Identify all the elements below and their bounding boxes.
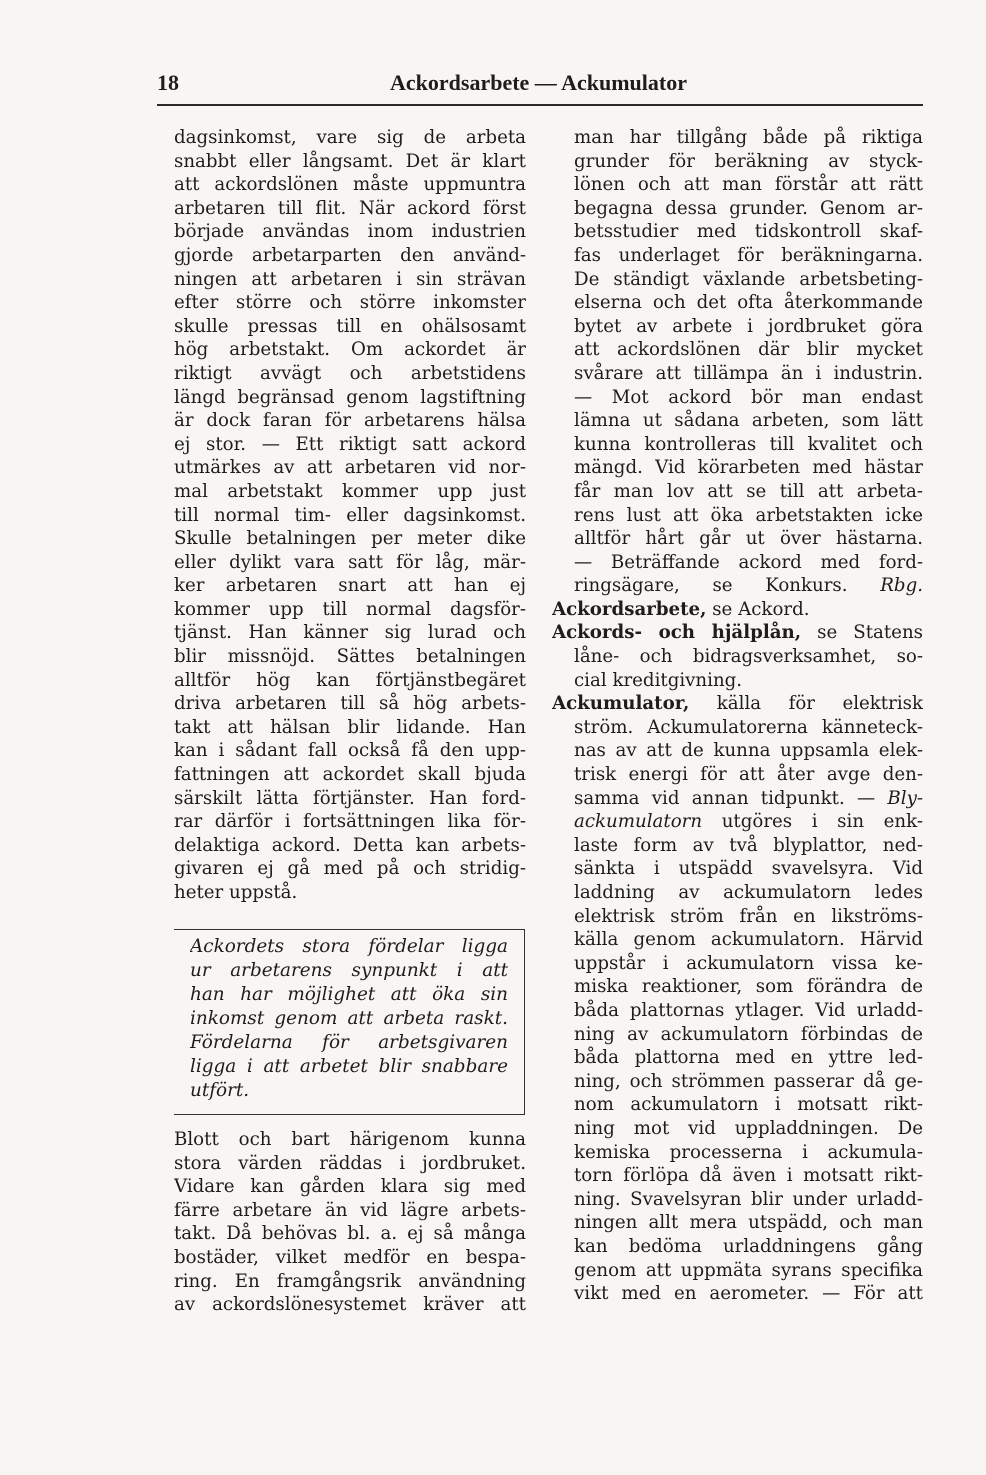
text-line: torn förlöpa då även i motsatt rikt-	[574, 1165, 923, 1187]
text-line: längd begränsad genom lagstiftning	[174, 386, 526, 408]
text-line: ker arbetaren snart att han ej	[174, 575, 526, 597]
text-line: Vidare kan gården klara sig med	[174, 1176, 526, 1198]
text-line: arbetaren till flit. När ackord först	[174, 197, 526, 219]
text-line: att ackordslönen måste uppmuntra	[174, 174, 526, 196]
left-column-continued	[174, 1128, 526, 1317]
text-line: driva arbetaren till så hög arbets-	[174, 693, 526, 715]
text-line: lönen och att man förstår att rätt	[574, 174, 923, 196]
entry-heading: Ackumulator,	[552, 693, 690, 715]
entry-text: källa för elektrisk	[716, 693, 923, 715]
text-line: genom att uppmäta syrans specifika	[574, 1259, 923, 1281]
text-line: kan bedöma urladdningens gång	[574, 1235, 923, 1257]
text-line: ningen allt mera utspädd, och man	[574, 1212, 923, 1234]
text-line: Blott och bart härigenom kunna	[174, 1129, 526, 1150]
text-line: båda plattornas ytlager. Vid urladd-	[574, 999, 923, 1021]
running-head: Ackordsarbete — Ackumulator	[390, 70, 687, 95]
text-line: mängd. Vid körarbeten med hästar	[574, 457, 923, 479]
text-line: — Beträffande ackord med ford-	[574, 551, 923, 573]
text-line: fattningen att ackordet skall bjuda	[174, 764, 526, 786]
text-line: båda plattorna med en yttre led-	[574, 1047, 923, 1069]
text-line: uppstår i ackumulatorn vissa ke-	[574, 952, 923, 974]
text-line: svårare att tillämpa än i industrin.	[574, 362, 923, 384]
left-column	[174, 126, 526, 905]
text-line: nas av att de kunna uppsamla elek-	[574, 740, 923, 762]
text-line: alltför hårt går ut över hästarna.	[574, 528, 923, 550]
text-line: källa genom ackumulatorn. Härvid	[574, 929, 923, 951]
text-line: får man lov att se till att arbeta-	[574, 480, 923, 502]
text-line: Skulle betalningen per meter dike	[174, 528, 526, 550]
text-line: betsstudier med tidskontroll skaf-	[574, 221, 923, 243]
quote-line: Fördelarna för arbetsgivaren	[190, 1032, 508, 1053]
text-line: rar därför i fortsättningen lika för-	[174, 811, 526, 833]
page-number: 18	[157, 70, 179, 95]
quote-box	[174, 929, 525, 1115]
text-line: till normal tim- eller dagsinkomst.	[174, 504, 526, 526]
entry-text: se Ackord.	[712, 598, 810, 620]
text-line: ström. Ackumulatorerna känneteck-	[574, 716, 923, 738]
text-line: ning, och strömmen passerar då ge-	[574, 1070, 923, 1092]
text-line: att ackordslönen där blir mycket	[574, 339, 923, 361]
text-line: takt. Då behövas bl. a. ej så många	[174, 1223, 526, 1245]
text-line: ej stor. — Ett riktigt satt ackord	[174, 433, 526, 455]
text-line: kunna kontrolleras till kvalitet och	[574, 433, 923, 455]
text-line: färre arbetare än vid lägre arbets-	[174, 1199, 526, 1221]
text-line: kan i sådant fall också få den upp-	[174, 740, 526, 762]
quote-line: Ackordets stora fördelar ligga	[190, 936, 508, 957]
text-line: tjänst. Han känner sig lurad och	[174, 622, 526, 644]
text-line: skulle pressas till en ohälsosamt	[174, 315, 526, 337]
text-line: heter uppstå.	[174, 882, 298, 903]
italic-term: Bly-	[887, 787, 923, 809]
text-line: laddning av ackumulatorn ledes	[574, 882, 923, 903]
text-line: kommer upp till normal dagsför-	[174, 598, 526, 620]
text-line: ring. En framgångsrik användning	[174, 1270, 526, 1292]
text-line: trisk energi för att åter avge den-	[574, 764, 923, 786]
text-fragment: ringsägare, se Konkurs.	[574, 575, 848, 597]
text-line: miska reaktioner, som förändra de	[574, 976, 923, 998]
text-line: nom ackumulatorn i motsatt rikt-	[574, 1094, 923, 1116]
text-line: utmärkes av att arbetaren vid nor-	[174, 457, 526, 479]
text-line: rens lust att öka arbetstakten icke	[574, 504, 923, 526]
entry-line	[552, 598, 923, 622]
text-line: av ackordslönesystemet kräver att	[174, 1294, 526, 1316]
right-column	[552, 126, 923, 1306]
text-line: hög arbetstakt. Om ackordet är	[174, 339, 526, 361]
text-line: ning. Svavelsyran blir under urladd-	[574, 1188, 923, 1210]
text-line: — Mot ackord bör man endast	[574, 386, 923, 408]
text-line: dagsinkomst, vare sig de arbeta	[174, 127, 526, 148]
text-line: cial kreditgivning.	[574, 669, 743, 691]
text-line: är dock faran för arbetarens hälsa	[174, 410, 526, 432]
text-line: eller dylikt vara satt för låg, mär-	[174, 551, 526, 573]
text-line: begagna dessa grunder. Genom ar-	[574, 197, 923, 219]
header-rule	[157, 104, 923, 106]
text-line: alltför hög kan förtjänstbegäret	[174, 669, 526, 691]
text-fragment: utgöres i sin enk-	[721, 811, 923, 833]
text-line: riktigt avvägt och arbetstidens	[174, 362, 526, 384]
text-line	[552, 574, 923, 598]
text-line: gjorde arbetarparten den använd-	[174, 244, 526, 266]
text-line: laste form av två blyplattor, ned-	[574, 834, 923, 856]
text-line	[552, 787, 923, 811]
text-line: takt att hälsan blir lidande. Han	[174, 716, 526, 738]
author-signature: Rbg.	[880, 575, 923, 597]
text-line: sänkta i utspädd svavelsyra. Vid	[574, 858, 923, 880]
text-line: snabbt eller långsamt. Det är klart	[174, 150, 526, 172]
text-line: ning av ackumulatorn förbindas de	[574, 1023, 923, 1045]
text-line: kemiska processerna i ackumula-	[574, 1141, 923, 1163]
quote-line: utfört.	[190, 1080, 250, 1101]
entry-line	[552, 621, 923, 645]
text-line: elserna och det ofta återkommande	[574, 292, 923, 314]
text-fragment: samma vid annan tidpunkt. —	[574, 787, 888, 809]
quote-text	[190, 935, 508, 1103]
text-line: fas underlaget för beräkningarna.	[574, 244, 923, 266]
text-line: lämna ut sådana arbeten, som lätt	[574, 410, 923, 432]
text-line: delaktiga ackord. Detta kan arbets-	[174, 834, 526, 856]
text-line: särskilt lätta förtjänster. Han ford-	[174, 787, 526, 809]
text-line: började användas inom industrien	[174, 221, 526, 243]
quote-line: ur arbetarens synpunkt i att	[190, 960, 508, 981]
quote-line: han har möjlighet att öka sin	[190, 984, 508, 1005]
text-line: mal arbetstakt kommer upp just	[174, 480, 526, 502]
entry-heading: Ackordsarbete,	[552, 598, 707, 620]
text-line: bytet av arbete i jordbruket göra	[574, 315, 923, 337]
text-line: bostäder, vilket medför en bespa-	[174, 1246, 526, 1268]
entry-heading: Ackords- och hjälplån,	[552, 622, 802, 644]
text-line: elektrisk ström från en likströms-	[574, 905, 923, 927]
quote-line: inkomst genom att arbeta raskt.	[190, 1008, 508, 1029]
text-line: man har tillgång både på riktiga	[574, 127, 923, 148]
text-line: ning mot vid uppladdningen. De	[574, 1117, 923, 1139]
entry-text: se Statens	[817, 622, 923, 644]
text-line	[552, 810, 923, 834]
text-line: De ständigt växlande arbetsbeting-	[574, 268, 923, 290]
text-line: givaren ej gå med på och stridig-	[174, 858, 526, 880]
text-line: blir missnöjd. Sättes betalningen	[174, 646, 526, 668]
text-line: låne- och bidragsverksamhet, so-	[574, 646, 923, 668]
text-line: ningen att arbetaren i sin strävan	[174, 268, 526, 290]
text-line: efter större och större inkomster	[174, 292, 526, 314]
italic-term: ackumulatorn	[574, 811, 703, 833]
entry-line	[552, 692, 923, 716]
text-line: grunder för beräkning av styck-	[574, 150, 923, 172]
quote-line: ligga i att arbetet blir snabbare	[190, 1056, 508, 1077]
text-line: stora värden räddas i jordbruket.	[174, 1152, 526, 1174]
text-line: vikt med en aerometer. — För att	[574, 1283, 923, 1305]
